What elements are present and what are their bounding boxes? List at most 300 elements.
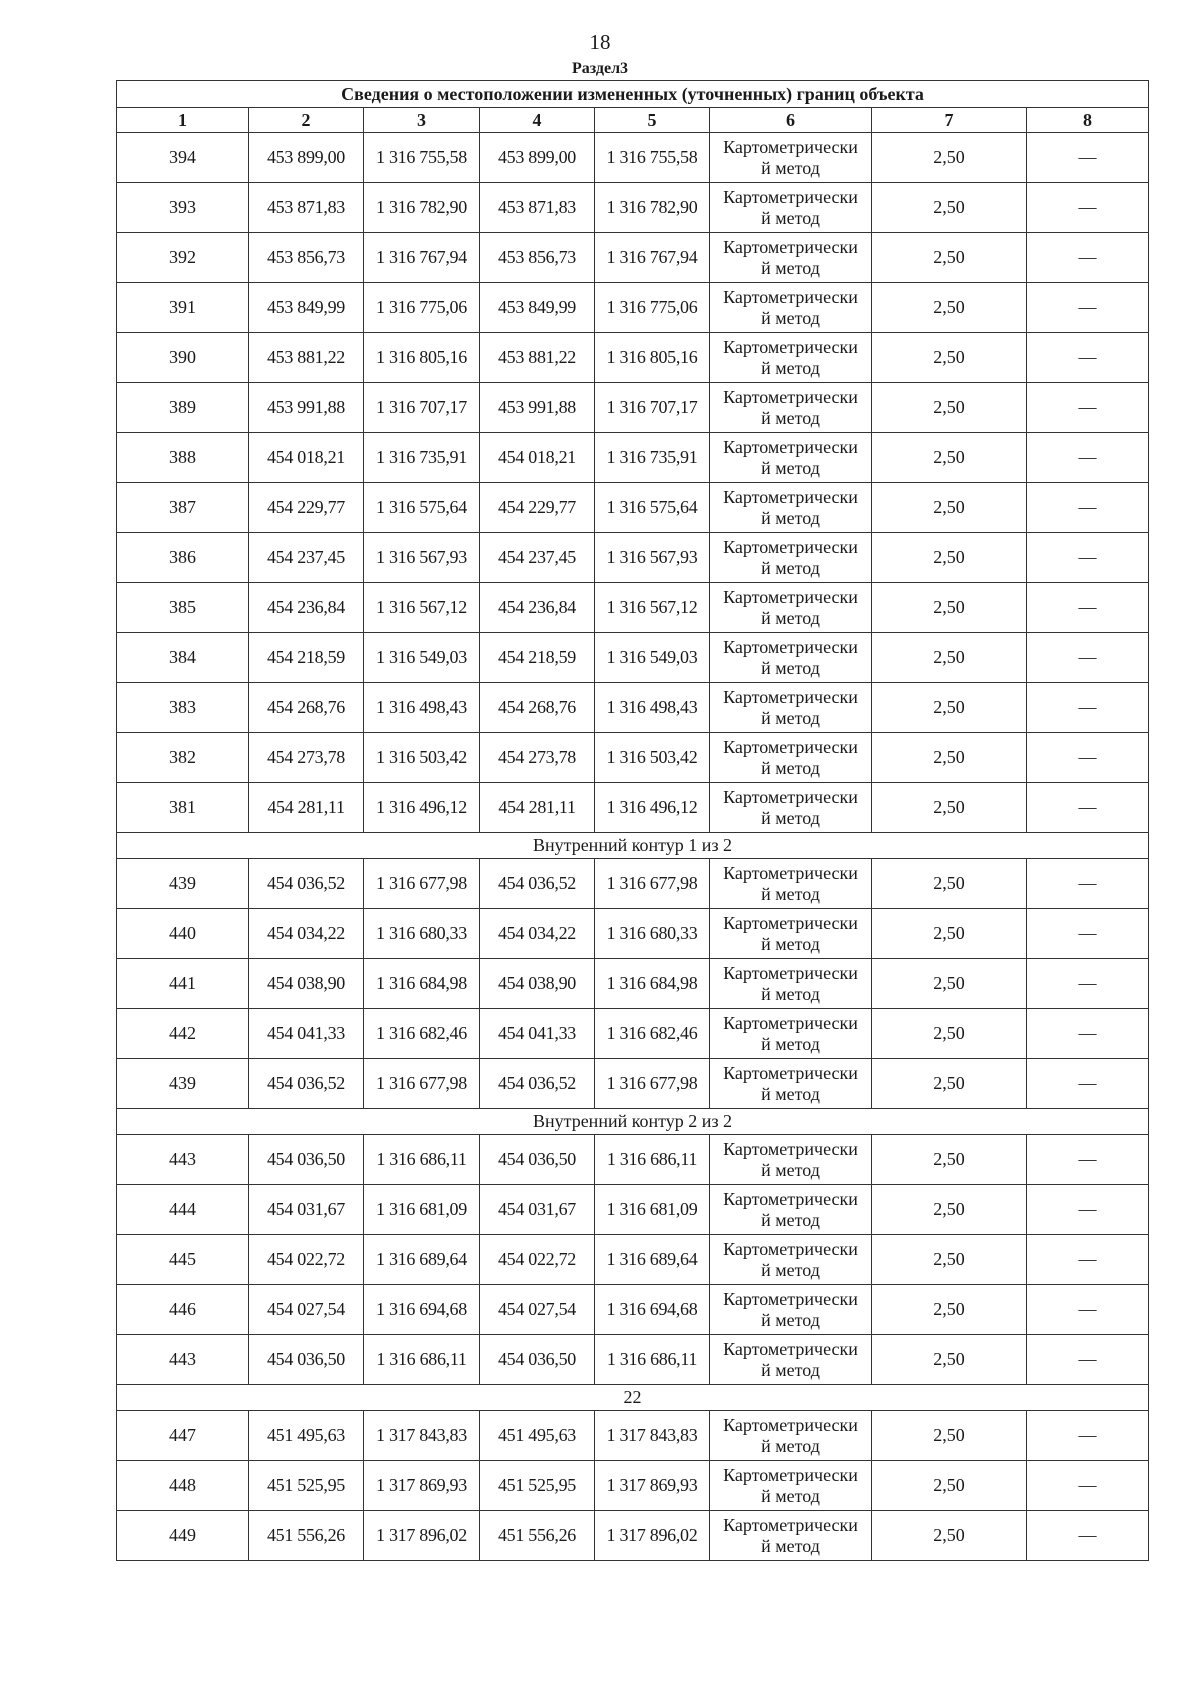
existing-y-cell: 1 316 694,68: [364, 1285, 480, 1335]
method-text-line2: й метод: [761, 407, 820, 428]
column-number: 3: [364, 108, 480, 133]
existing-y-cell: 1 316 503,42: [364, 733, 480, 783]
new-y-cell: 1 316 677,98: [595, 1059, 710, 1109]
new-x-cell: 454 237,45: [480, 533, 595, 583]
point-number-cell: 386: [117, 533, 249, 583]
contour-group-row: [117, 1109, 1149, 1135]
existing-y-cell: 1 317 896,02: [364, 1511, 480, 1561]
table-row: [117, 1411, 1149, 1461]
method-text-line1: Картометрически: [723, 1062, 858, 1083]
new-x-cell: 454 027,54: [480, 1285, 595, 1335]
table-row: [117, 533, 1149, 583]
method-text-line2: й метод: [761, 807, 820, 828]
existing-x-cell: 454 273,78: [249, 733, 364, 783]
method-text-line2: й метод: [761, 707, 820, 728]
new-x-cell: 454 022,72: [480, 1235, 595, 1285]
description-cell: —: [1027, 1135, 1149, 1185]
accuracy-cell: 2,50: [872, 1185, 1027, 1235]
existing-y-cell: 1 316 496,12: [364, 783, 480, 833]
method-text-line2: й метод: [761, 1083, 820, 1104]
point-number-cell: 384: [117, 633, 249, 683]
method-text-line1: Картометрически: [723, 1238, 858, 1259]
method-text-line2: й метод: [761, 1259, 820, 1280]
new-y-cell: 1 316 686,11: [595, 1335, 710, 1385]
existing-x-cell: 454 281,11: [249, 783, 364, 833]
accuracy-cell: 2,50: [872, 1411, 1027, 1461]
method-text-line2: й метод: [761, 1485, 820, 1506]
method-text-line2: й метод: [761, 307, 820, 328]
contour-group-label: Внутренний контур 2 из 2: [117, 1109, 1149, 1135]
description-cell: —: [1027, 1059, 1149, 1109]
method-text-line1: Картометрически: [723, 1288, 858, 1309]
method-text-line1: Картометрически: [723, 1012, 858, 1033]
new-x-cell: 454 018,21: [480, 433, 595, 483]
column-number: 7: [872, 108, 1027, 133]
new-x-cell: 454 034,22: [480, 909, 595, 959]
existing-y-cell: 1 316 686,11: [364, 1135, 480, 1185]
table-row: [117, 1009, 1149, 1059]
existing-x-cell: 454 218,59: [249, 633, 364, 683]
method-cell: [710, 583, 872, 633]
method-text-line1: Картометрически: [723, 786, 858, 807]
description-cell: —: [1027, 909, 1149, 959]
new-x-cell: 454 281,11: [480, 783, 595, 833]
existing-x-cell: 454 237,45: [249, 533, 364, 583]
point-number-cell: 448: [117, 1461, 249, 1511]
description-cell: —: [1027, 1511, 1149, 1561]
description-cell: —: [1027, 333, 1149, 383]
point-number-cell: 439: [117, 859, 249, 909]
existing-x-cell: 454 236,84: [249, 583, 364, 633]
point-number-cell: 446: [117, 1285, 249, 1335]
method-cell: [710, 633, 872, 683]
method-cell: [710, 1461, 872, 1511]
existing-y-cell: 1 317 843,83: [364, 1411, 480, 1461]
point-number-cell: 382: [117, 733, 249, 783]
method-text-line2: й метод: [761, 607, 820, 628]
existing-y-cell: 1 316 575,64: [364, 483, 480, 533]
accuracy-cell: 2,50: [872, 959, 1027, 1009]
column-number: 4: [480, 108, 595, 133]
description-cell: —: [1027, 733, 1149, 783]
method-text-line2: й метод: [761, 657, 820, 678]
table-row: [117, 483, 1149, 533]
existing-y-cell: 1 316 735,91: [364, 433, 480, 483]
existing-x-cell: 454 268,76: [249, 683, 364, 733]
existing-x-cell: 451 525,95: [249, 1461, 364, 1511]
existing-x-cell: 454 036,50: [249, 1335, 364, 1385]
table-row: [117, 909, 1149, 959]
method-text-line1: Картометрически: [723, 1138, 858, 1159]
point-number-cell: 443: [117, 1335, 249, 1385]
new-x-cell: 451 525,95: [480, 1461, 595, 1511]
method-cell: [710, 959, 872, 1009]
new-y-cell: 1 316 767,94: [595, 233, 710, 283]
existing-y-cell: 1 316 677,98: [364, 859, 480, 909]
method-text-line1: Картометрически: [723, 1188, 858, 1209]
table-row: [117, 1185, 1149, 1235]
column-number: 8: [1027, 108, 1149, 133]
contour-group-row: [117, 1385, 1149, 1411]
accuracy-cell: 2,50: [872, 383, 1027, 433]
accuracy-cell: 2,50: [872, 433, 1027, 483]
method-text-line2: й метод: [761, 1209, 820, 1230]
accuracy-cell: 2,50: [872, 733, 1027, 783]
existing-x-cell: 454 018,21: [249, 433, 364, 483]
new-y-cell: 1 316 684,98: [595, 959, 710, 1009]
new-y-cell: 1 316 677,98: [595, 859, 710, 909]
existing-x-cell: 454 036,52: [249, 1059, 364, 1109]
description-cell: —: [1027, 383, 1149, 433]
accuracy-cell: 2,50: [872, 1461, 1027, 1511]
method-cell: [710, 1185, 872, 1235]
method-text-line2: й метод: [761, 883, 820, 904]
existing-y-cell: 1 316 684,98: [364, 959, 480, 1009]
method-cell: [710, 683, 872, 733]
existing-y-cell: 1 316 682,46: [364, 1009, 480, 1059]
table-row: [117, 783, 1149, 833]
point-number-cell: 442: [117, 1009, 249, 1059]
description-cell: —: [1027, 783, 1149, 833]
existing-y-cell: 1 316 686,11: [364, 1335, 480, 1385]
new-x-cell: 454 236,84: [480, 583, 595, 633]
contour-group-label: Внутренний контур 1 из 2: [117, 833, 1149, 859]
new-x-cell: 454 229,77: [480, 483, 595, 533]
point-number-cell: 440: [117, 909, 249, 959]
method-text-line2: й метод: [761, 757, 820, 778]
accuracy-cell: 2,50: [872, 1511, 1027, 1561]
existing-x-cell: 454 031,67: [249, 1185, 364, 1235]
existing-x-cell: 453 856,73: [249, 233, 364, 283]
new-y-cell: 1 316 694,68: [595, 1285, 710, 1335]
new-x-cell: 453 881,22: [480, 333, 595, 383]
existing-y-cell: 1 316 805,16: [364, 333, 480, 383]
accuracy-cell: 2,50: [872, 1285, 1027, 1335]
new-y-cell: 1 316 496,12: [595, 783, 710, 833]
table-row: [117, 583, 1149, 633]
point-number-cell: 392: [117, 233, 249, 283]
existing-x-cell: 454 041,33: [249, 1009, 364, 1059]
accuracy-cell: 2,50: [872, 283, 1027, 333]
table-row: [117, 1235, 1149, 1285]
table-row: [117, 1511, 1149, 1561]
new-y-cell: 1 316 498,43: [595, 683, 710, 733]
accuracy-cell: 2,50: [872, 1135, 1027, 1185]
column-number-row: [117, 108, 1149, 133]
table-row: [117, 959, 1149, 1009]
existing-y-cell: 1 316 755,58: [364, 133, 480, 183]
method-cell: [710, 233, 872, 283]
description-cell: —: [1027, 959, 1149, 1009]
section-title: Раздел3: [571, 60, 629, 77]
new-x-cell: 454 041,33: [480, 1009, 595, 1059]
new-y-cell: 1 316 575,64: [595, 483, 710, 533]
method-text-line1: Картометрически: [723, 336, 858, 357]
method-text-line2: й метод: [761, 933, 820, 954]
method-text-line2: й метод: [761, 1309, 820, 1330]
existing-y-cell: 1 316 782,90: [364, 183, 480, 233]
existing-y-cell: 1 316 567,12: [364, 583, 480, 633]
method-text-line2: й метод: [761, 1159, 820, 1180]
description-cell: —: [1027, 483, 1149, 533]
new-x-cell: 454 218,59: [480, 633, 595, 683]
table-row: [117, 183, 1149, 233]
description-cell: —: [1027, 283, 1149, 333]
table-row: [117, 1335, 1149, 1385]
method-cell: [710, 183, 872, 233]
existing-x-cell: 454 036,50: [249, 1135, 364, 1185]
existing-x-cell: 454 027,54: [249, 1285, 364, 1335]
method-text-line2: й метод: [761, 1435, 820, 1456]
new-y-cell: 1 316 682,46: [595, 1009, 710, 1059]
table-row: [117, 683, 1149, 733]
table-body: [117, 81, 1149, 1561]
method-cell: [710, 383, 872, 433]
new-y-cell: 1 316 755,58: [595, 133, 710, 183]
page-number: 18: [589, 30, 611, 54]
method-text-line1: Картометрически: [723, 436, 858, 457]
point-number-cell: 391: [117, 283, 249, 333]
accuracy-cell: 2,50: [872, 333, 1027, 383]
method-text-line1: Картометрически: [723, 586, 858, 607]
point-number-cell: 383: [117, 683, 249, 733]
method-text-line1: Картометрически: [723, 862, 858, 883]
description-cell: —: [1027, 433, 1149, 483]
existing-x-cell: 453 881,22: [249, 333, 364, 383]
boundary-points-table: [116, 80, 1149, 1561]
accuracy-cell: 2,50: [872, 133, 1027, 183]
contour-group-row: [117, 833, 1149, 859]
new-y-cell: 1 316 503,42: [595, 733, 710, 783]
method-text-line2: й метод: [761, 257, 820, 278]
point-number-cell: 439: [117, 1059, 249, 1109]
method-text-line1: Картометрически: [723, 736, 858, 757]
method-text-line1: Картометрически: [723, 1514, 858, 1535]
method-text-line1: Картометрически: [723, 962, 858, 983]
method-text-line1: Картометрически: [723, 486, 858, 507]
table-row: [117, 1461, 1149, 1511]
existing-x-cell: 454 038,90: [249, 959, 364, 1009]
method-cell: [710, 1285, 872, 1335]
new-y-cell: 1 316 707,17: [595, 383, 710, 433]
method-text-line2: й метод: [761, 457, 820, 478]
description-cell: —: [1027, 1411, 1149, 1461]
point-number-cell: 389: [117, 383, 249, 433]
existing-y-cell: 1 316 680,33: [364, 909, 480, 959]
method-text-line1: Картометрически: [723, 912, 858, 933]
column-number: 1: [117, 108, 249, 133]
new-y-cell: 1 316 775,06: [595, 283, 710, 333]
accuracy-cell: 2,50: [872, 533, 1027, 583]
new-x-cell: 454 038,90: [480, 959, 595, 1009]
existing-x-cell: 454 034,22: [249, 909, 364, 959]
point-number-cell: 387: [117, 483, 249, 533]
table-row: [117, 233, 1149, 283]
new-x-cell: 454 031,67: [480, 1185, 595, 1235]
description-cell: —: [1027, 583, 1149, 633]
new-x-cell: 453 849,99: [480, 283, 595, 333]
new-y-cell: 1 316 549,03: [595, 633, 710, 683]
existing-x-cell: 454 229,77: [249, 483, 364, 533]
description-cell: —: [1027, 1009, 1149, 1059]
existing-y-cell: 1 316 767,94: [364, 233, 480, 283]
method-text-line2: й метод: [761, 1359, 820, 1380]
method-text-line1: Картометрически: [723, 1464, 858, 1485]
new-y-cell: 1 317 843,83: [595, 1411, 710, 1461]
method-cell: [710, 909, 872, 959]
accuracy-cell: 2,50: [872, 183, 1027, 233]
new-x-cell: 451 495,63: [480, 1411, 595, 1461]
existing-x-cell: 454 022,72: [249, 1235, 364, 1285]
new-x-cell: 454 036,52: [480, 1059, 595, 1109]
existing-x-cell: 453 899,00: [249, 133, 364, 183]
method-text-line2: й метод: [761, 357, 820, 378]
description-cell: —: [1027, 633, 1149, 683]
method-cell: [710, 1059, 872, 1109]
description-cell: —: [1027, 859, 1149, 909]
new-x-cell: 454 268,76: [480, 683, 595, 733]
new-x-cell: 453 899,00: [480, 133, 595, 183]
new-x-cell: 454 036,50: [480, 1335, 595, 1385]
new-y-cell: 1 316 686,11: [595, 1135, 710, 1185]
existing-y-cell: 1 317 869,93: [364, 1461, 480, 1511]
new-y-cell: 1 316 689,64: [595, 1235, 710, 1285]
point-number-cell: 449: [117, 1511, 249, 1561]
existing-x-cell: 451 556,26: [249, 1511, 364, 1561]
existing-x-cell: 453 871,83: [249, 183, 364, 233]
table-row: [117, 283, 1149, 333]
accuracy-cell: 2,50: [872, 1059, 1027, 1109]
method-text-line1: Картометрически: [723, 1414, 858, 1435]
new-y-cell: 1 316 805,16: [595, 333, 710, 383]
method-cell: [710, 433, 872, 483]
new-x-cell: 453 991,88: [480, 383, 595, 433]
accuracy-cell: 2,50: [872, 1235, 1027, 1285]
existing-y-cell: 1 316 567,93: [364, 533, 480, 583]
method-cell: [710, 1411, 872, 1461]
method-cell: [710, 533, 872, 583]
table-row: [117, 433, 1149, 483]
point-number-cell: 447: [117, 1411, 249, 1461]
method-cell: [710, 333, 872, 383]
accuracy-cell: 2,50: [872, 483, 1027, 533]
existing-y-cell: 1 316 549,03: [364, 633, 480, 683]
description-cell: —: [1027, 133, 1149, 183]
new-x-cell: 453 871,83: [480, 183, 595, 233]
method-cell: [710, 1335, 872, 1385]
accuracy-cell: 2,50: [872, 683, 1027, 733]
table-caption: Сведения о местоположении измененных (уточненных) границ объекта: [117, 81, 1149, 108]
point-number-cell: 381: [117, 783, 249, 833]
existing-y-cell: 1 316 707,17: [364, 383, 480, 433]
method-text-line1: Картометрически: [723, 1338, 858, 1359]
method-cell: [710, 1235, 872, 1285]
method-cell: [710, 1009, 872, 1059]
accuracy-cell: 2,50: [872, 1335, 1027, 1385]
column-number: 6: [710, 108, 872, 133]
point-number-cell: 394: [117, 133, 249, 183]
description-cell: —: [1027, 1285, 1149, 1335]
method-cell: [710, 859, 872, 909]
table-row: [117, 733, 1149, 783]
method-text-line2: й метод: [761, 157, 820, 178]
new-x-cell: 454 273,78: [480, 733, 595, 783]
method-cell: [710, 733, 872, 783]
new-y-cell: 1 317 896,02: [595, 1511, 710, 1561]
table-row: [117, 133, 1149, 183]
method-text-line1: Картометрически: [723, 386, 858, 407]
table-caption-row: [117, 81, 1149, 108]
method-text-line1: Картометрически: [723, 236, 858, 257]
column-number: 5: [595, 108, 710, 133]
new-y-cell: 1 316 782,90: [595, 183, 710, 233]
accuracy-cell: 2,50: [872, 583, 1027, 633]
table-row: [117, 333, 1149, 383]
method-text-line1: Картометрически: [723, 636, 858, 657]
new-x-cell: 453 856,73: [480, 233, 595, 283]
method-text-line2: й метод: [761, 1033, 820, 1054]
description-cell: —: [1027, 1335, 1149, 1385]
point-number-cell: 443: [117, 1135, 249, 1185]
new-y-cell: 1 316 735,91: [595, 433, 710, 483]
method-text-line2: й метод: [761, 557, 820, 578]
existing-x-cell: 453 991,88: [249, 383, 364, 433]
table-row: [117, 1135, 1149, 1185]
table-row: [117, 633, 1149, 683]
description-cell: —: [1027, 1461, 1149, 1511]
method-cell: [710, 133, 872, 183]
point-number-cell: 385: [117, 583, 249, 633]
new-x-cell: 454 036,52: [480, 859, 595, 909]
method-text-line2: й метод: [761, 507, 820, 528]
accuracy-cell: 2,50: [872, 233, 1027, 283]
point-number-cell: 444: [117, 1185, 249, 1235]
method-text-line1: Картометрически: [723, 536, 858, 557]
method-text-line1: Картометрически: [723, 286, 858, 307]
method-text-line1: Картометрически: [723, 686, 858, 707]
contour-group-label: 22: [117, 1385, 1149, 1411]
existing-x-cell: 453 849,99: [249, 283, 364, 333]
new-y-cell: 1 316 567,12: [595, 583, 710, 633]
existing-x-cell: 451 495,63: [249, 1411, 364, 1461]
method-cell: [710, 1135, 872, 1185]
point-number-cell: 393: [117, 183, 249, 233]
method-cell: [710, 483, 872, 533]
new-y-cell: 1 316 680,33: [595, 909, 710, 959]
point-number-cell: 441: [117, 959, 249, 1009]
method-cell: [710, 1511, 872, 1561]
point-number-cell: 445: [117, 1235, 249, 1285]
description-cell: —: [1027, 1185, 1149, 1235]
column-number: 2: [249, 108, 364, 133]
point-number-cell: 388: [117, 433, 249, 483]
table-row: [117, 1059, 1149, 1109]
new-x-cell: 451 556,26: [480, 1511, 595, 1561]
method-text-line1: Картометрически: [723, 136, 858, 157]
existing-y-cell: 1 316 689,64: [364, 1235, 480, 1285]
description-cell: —: [1027, 1235, 1149, 1285]
method-text-line2: й метод: [761, 983, 820, 1004]
description-cell: —: [1027, 533, 1149, 583]
new-y-cell: 1 317 869,93: [595, 1461, 710, 1511]
accuracy-cell: 2,50: [872, 783, 1027, 833]
existing-y-cell: 1 316 677,98: [364, 1059, 480, 1109]
method-text-line1: Картометрически: [723, 186, 858, 207]
description-cell: —: [1027, 683, 1149, 733]
accuracy-cell: 2,50: [872, 859, 1027, 909]
existing-y-cell: 1 316 681,09: [364, 1185, 480, 1235]
description-cell: —: [1027, 183, 1149, 233]
